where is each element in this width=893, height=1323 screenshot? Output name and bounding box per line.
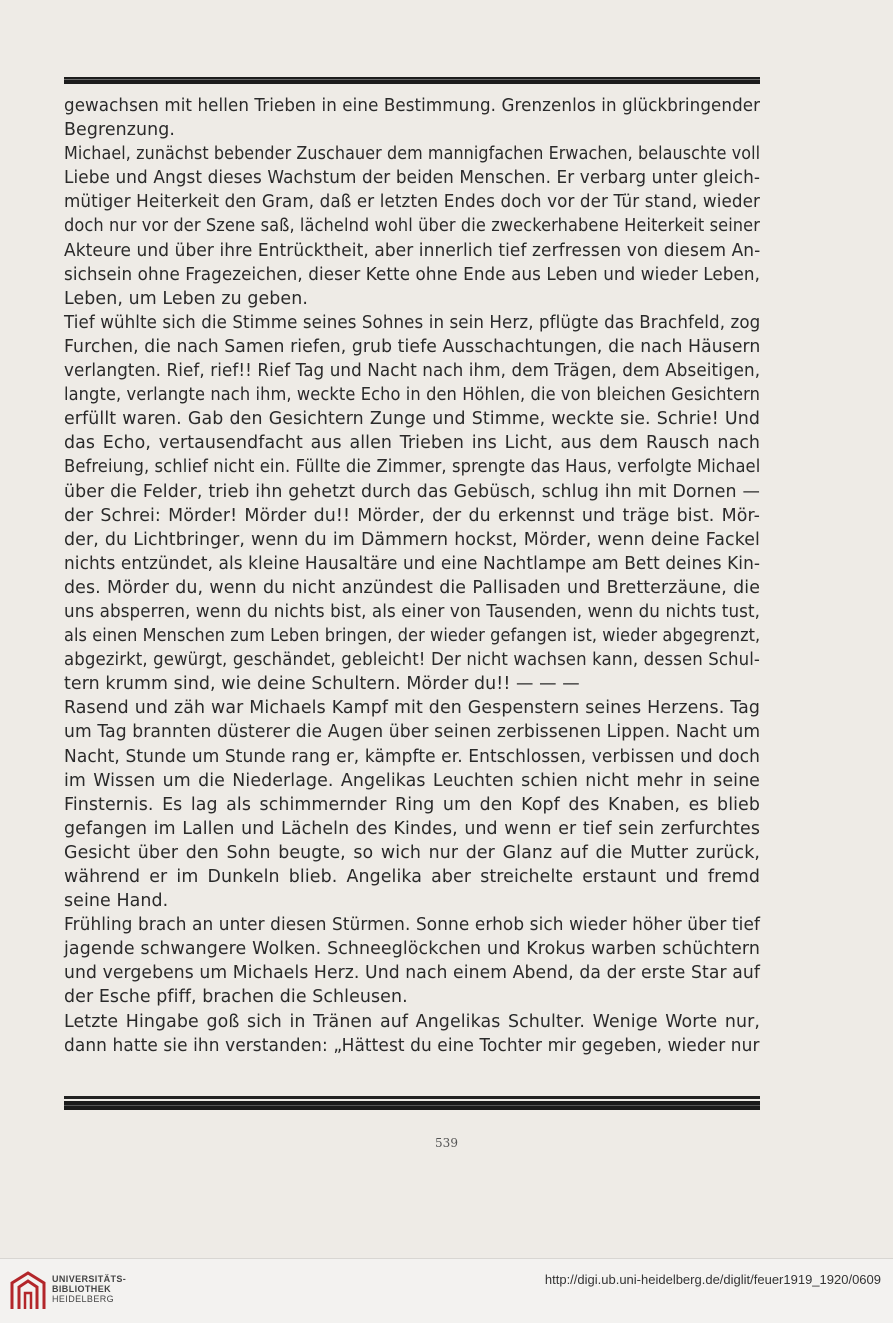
library-name-line1: UNIVERSITÄTS- [52,1274,127,1284]
bottom-rule-thin [64,1096,760,1099]
text-line: der Esche pfiff, brachen die Schleusen. [64,987,408,1008]
text-line: der, du Lichtbringer, wenn du im Dämmern hockst, Mörder, wenn deine Fackel [64,529,760,550]
text-line: über die Felder, trieb ihn gehetzt durch das Gebüsch, schlug ihn mit Dornen — [64,481,760,502]
library-name-line3: HEIDELBERG [52,1294,115,1304]
text-line: Leben, um Leben zu geben. [64,288,308,309]
text-line: verlangten. Rief, rief!! Rief Tag und Nacht nach ihm, dem Trägen, dem Abseitigen, [64,361,761,382]
text-line: der Schrei: Mörder! Mörder du!! Mörder, der du erkennst und träge bist. Mör- [64,505,760,526]
text-line: doch nur vor der Szene saß, lächelnd wohl über die zweckerhabene Heiterkeit seiner [64,216,760,237]
text-line: erfüllt waren. Gab den Gesichtern Zunge und Stimme, weckte sie. Schrie! Und [64,409,760,430]
text-line: Akteure und über ihre Entrücktheit, aber innerlich tief zerfressen von diesem An- [64,240,761,261]
text-line: langte, verlangte nach ihm, weckte Echo in den Höhlen, die von bleichen Gesichtern [64,385,760,406]
text-line: Finsternis. Es lag als schimmernder Ring um den Kopf des Knaben, es blieb [64,794,760,815]
text-line: Letzte Hingabe goß sich in Tränen auf Angelikas Schulter. Wenige Worte nur, [64,1011,760,1032]
text-line: des. Mörder du, wenn du nicht anzündest die Pallisaden und Bretterzäune, die [64,577,760,598]
text-line: Liebe und Angst dieses Wachstum der beiden Menschen. Er verbarg unter gleich- [64,168,761,189]
text-line: abgezirkt, gewürgt, geschändet, gebleicht! Der nicht wachsen kann, dessen Schul- [64,650,760,671]
text-line: gewachsen mit hellen Trieben in eine Bestimmung. Grenzenlos in glückbringender [64,96,761,116]
text-line: das Echo, vertausendfacht aus allen Trieben ins Licht, aus dem Rausch nach [64,433,760,454]
text-line: Befreiung, schlief nicht ein. Füllte die Zimmer, sprengte das Haus, verfolgte Michael [64,457,761,478]
text-line: Furchen, die nach Samen riefen, grub tiefe Ausschachtungen, die nach Häusern [64,336,761,357]
text-line: dann hatte sie ihn verstanden: „Hättest du eine Tochter mir gegeben, wieder nur [64,1035,760,1056]
footer-bar [0,1258,893,1323]
text-line: tern krumm sind, wie deine Schultern. Mörder du!! — — — [64,674,580,695]
text-line: Rasend und zäh war Michaels Kampf mit den Gespenstern seines Herzens. Tag [64,698,760,719]
text-line: während er im Dunkeln blieb. Angelika aber streichelte erstaunt und fremd [64,867,760,887]
text-line: Michael, zunächst bebender Zuschauer dem mannigfachen Erwachen, belauschte voll [64,144,761,165]
text-line: im Wissen um die Niederlage. Angelikas Leuchten schien nicht mehr in seine [64,770,760,791]
body-text [64,94,760,1058]
top-rule [64,77,760,84]
text-line: mütiger Heiterkeit den Gram, daß er letzten Endes doch vor der Tür stand, wieder [64,192,761,213]
text-line: Frühling brach an unter diesen Stürmen. Sonne erhob sich wieder höher über tief [64,915,761,936]
text-line: uns absperren, wenn du nichts bist, als einer von Tausenden, wenn du nichts tust, [64,601,761,622]
text-line: Gesicht über den Sohn beugte, so wich nur der Glanz auf die Mutter zurück, [64,842,760,863]
library-logo-icon[interactable] [8,1269,48,1313]
text-line: um Tag brannten düsterer die Augen über seinen zerbissenen Lippen. Nacht um [64,722,761,743]
text-line: Tief wühlte sich die Stimme seines Sohnes in sein Herz, pflügte das Brachfeld, zog [64,312,761,333]
text-line: Nacht, Stunde um Stunde rang er, kämpfte er. Entschlossen, verbissen und doch [64,746,760,767]
library-name [52,1274,126,1304]
text-line: sichsein ohne Fragezeichen, dieser Kette ohne Ende aus Leben und wieder Leben, [64,264,761,285]
text-line: gefangen im Lallen und Lächeln des Kindes, und wenn er tief sein zerfurchtes [64,818,760,839]
library-name-line2: BIBLIOTHEK [52,1284,111,1294]
bottom-rule [64,1096,760,1110]
bottom-rule-thick [64,1101,760,1110]
text-line: seine Hand. [64,891,169,912]
text-line: als einen Menschen zum Leben bringen, der wieder gefangen ist, wieder abgegrenzt, [64,626,761,647]
text-line: Begrenzung. [64,120,175,141]
text-line: und vergebens um Michaels Herz. Und nach einem Abend, da der erste Star auf [64,963,760,984]
text-line: nichts entzündet, als kleine Hausaltäre und eine Nachtlampe am Bett deines Kin- [64,553,761,574]
page-number: 539 [435,1136,458,1150]
permalink-url[interactable]: http://digi.ub.uni-heidelberg.de/diglit/feuer1919_1920/0609 [544,1272,881,1287]
text-line: jagende schwangere Wolken. Schneeglöckchen und Krokus warben schüchtern [64,939,760,960]
